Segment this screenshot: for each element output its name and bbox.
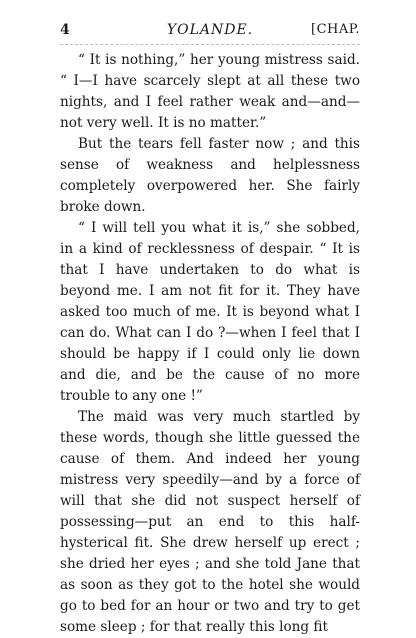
- chapter-mark: [CHAP.: [311, 22, 360, 37]
- running-title: YOLANDE.: [166, 22, 254, 38]
- paragraph: “ I will tell you what it is,” she sobbed, in a kind of recklessness of despair. “ It is that I have undertaken to do what is beyond me. I am not fit for it. They have asked too much of me. It is beyond what I can do. What can I do ?—when I feel that I should be happy if I could only lie down and die, and be the cause of no more trouble to any one !”: [60, 220, 360, 404]
- header-rule: [60, 44, 360, 45]
- paragraph: But the tears fell faster now ; and this sense of weakness and helplessness completely overpowered her. She fairly broke down.: [60, 136, 360, 215]
- page-header: [60, 22, 360, 46]
- paragraph: “ It is nothing,” her young mistress said. “ I—I have scarcely slept at all these two nights, and I feel rather weak and—and—not very well. It is no matter.”: [60, 52, 360, 131]
- body-text: [60, 50, 360, 638]
- page-number: 4: [60, 22, 70, 38]
- paragraph: The maid was very much startled by these words, though she little guessed the cause of them. And indeed her young mistress very speedily—and by a force of will that she did not suspect herself of possessing—put an end to this half-hysterical fit. She drew herself up erect ; she dried her eyes ; and she told Jane that as soon as they got to the hotel she would go to bed for an hour or two and try to get some sleep ; for that really this long fit: [60, 409, 360, 635]
